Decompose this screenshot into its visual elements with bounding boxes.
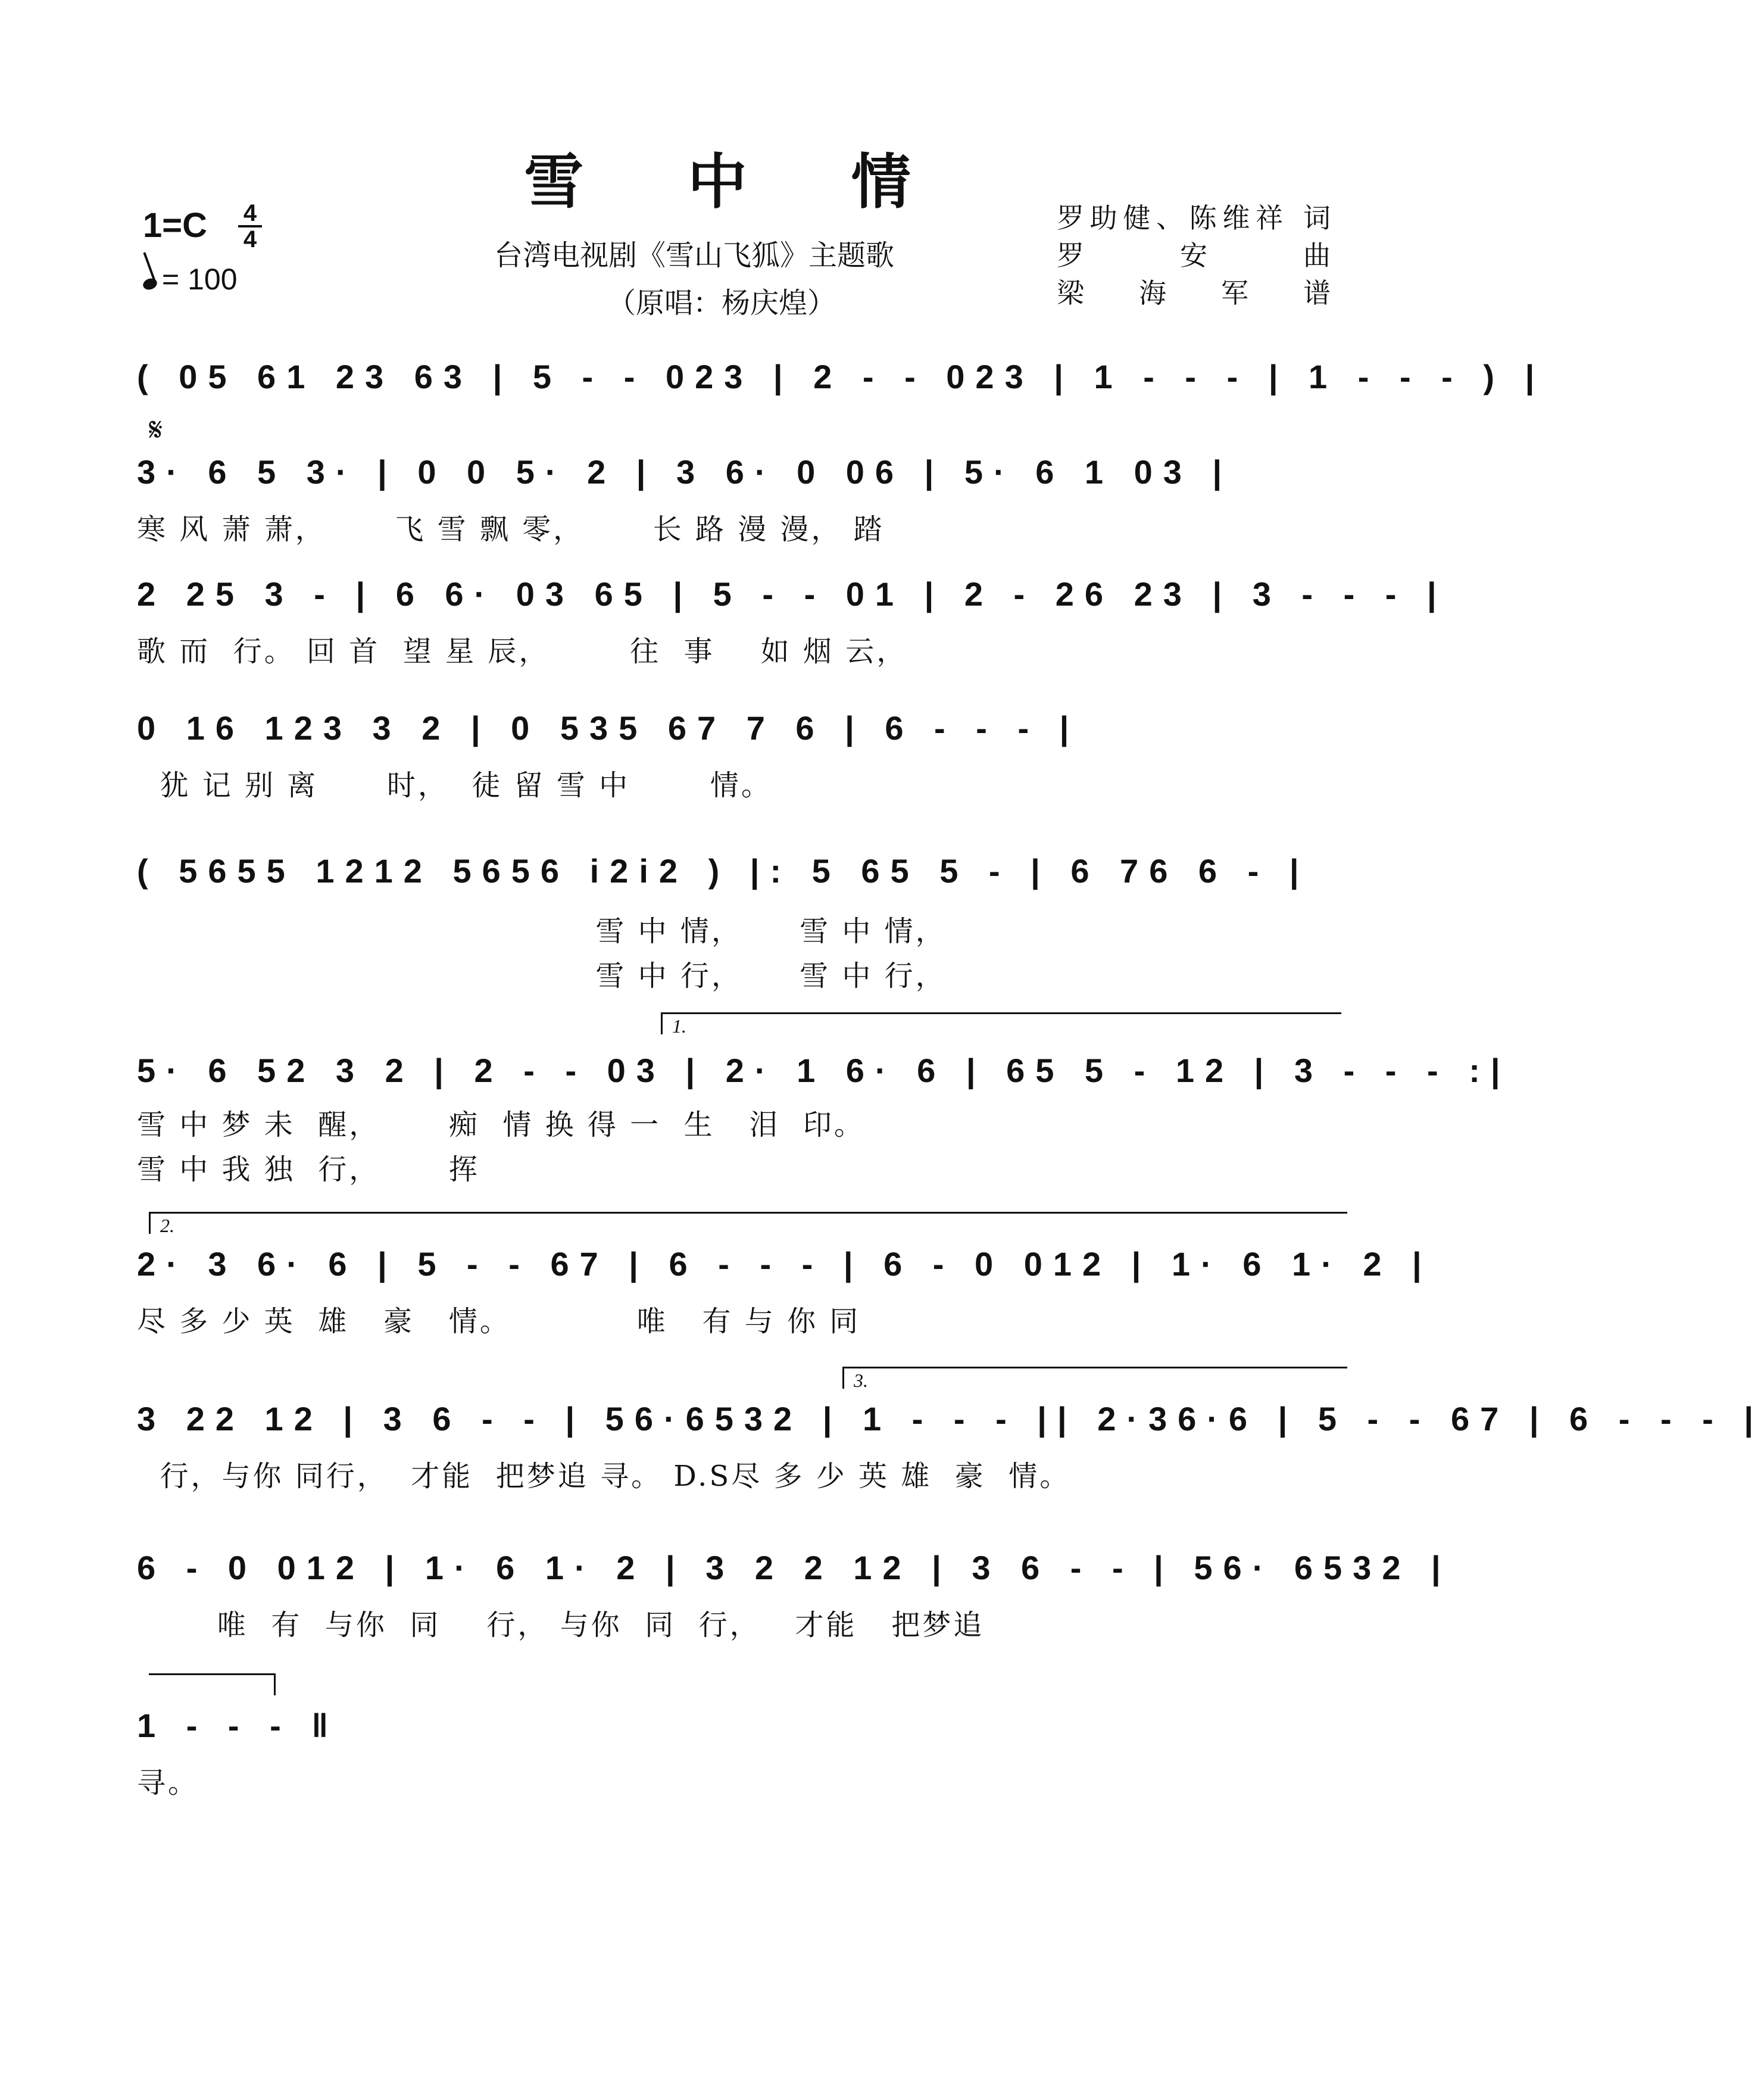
tempo-marking [143,262,238,297]
volta-1-bracket [661,1012,1341,1037]
song-title: 雪 中 情 [524,146,953,217]
lyric-line-6a: 雪 中 梦 未 醒， 痴 情 换 得 一 生 泪 印。 [137,1108,865,1142]
score-line-7: 2· 3 6· 6 | 5 - - 67 | 6 - - - | 6 - 0 012 | 1· 6 1· 2 | [137,1245,1432,1283]
quarter-note-icon [142,276,159,291]
key-signature: 1=C [143,206,208,245]
lyric-line-2: 寒 风 萧 萧， 飞 雪 飘 零， 长 路 漫 漫， 踏 [137,513,885,546]
subtitle: 台湾电视剧《雪山飞狐》主题歌 [494,239,895,272]
score-line-3: 2 25 3 - | 6 6· 03 65 | 5 - - 01 | 2 - 26 23 | 3 - - - | [137,575,1447,613]
lyric-line-6b: 雪 中 我 独 行， 挥 [137,1153,480,1186]
lyric-line-9: 唯 有 与你 同 行， 与你 同 行， 才能 把梦追 [137,1608,985,1642]
score-line-10: 1 - - - ‖ [137,1707,339,1744]
lyric-line-5b: 雪 中 行， 雪 中 行， [137,959,947,993]
composer-credit: 罗 安 曲 [1057,239,1331,272]
volta-2-bracket [149,1212,1347,1234]
lyric-line-8: 行，与你 同行， 才能 把梦追 寻。 D.S尽 多 少 英 雄 豪 情。 [137,1460,1071,1493]
lyric-line-5a: 雪 中 情， 雪 中 情， [137,915,947,948]
lyric-line-10: 寻。 [137,1766,199,1800]
lyric-line-3: 歌 而 行。 回 首 望 星 辰， 往 事 如 烟 云， [137,635,908,668]
score-line-9: 6 - 0 012 | 1· 6 1· 2 | 3 2 2 12 | 3 6 - - | 56· 6532 | [137,1549,1451,1586]
time-signature-top: 4 [243,200,257,226]
lyricist-credit: 罗助健、陈维祥 词 [1057,202,1331,234]
original-singer: （原唱：杨庆煌） [607,286,836,320]
volta-1-label: 1. [672,1015,686,1037]
score-line-5: ( 5655 1212 5656 i2i2 ) |: 5 65 5 - | 6 76 6 - | [137,852,1310,890]
tempo-value: = 100 [162,263,238,296]
segno-sign: 𝄋 [149,411,163,448]
score-line-2: 3· 6 5 3· | 0 0 5· 2 | 3 6· 0 06 | 5· 6 1 03 | [137,453,1233,491]
score-line-4: 0 16 123 3 2 | 0 535 67 7 6 | 6 - - - | [137,709,1080,747]
lyric-line-4: 犹 记 别 离 时， 徒 留 雪 中 情。 [137,769,772,802]
score-line-8: 3 22 12 | 3 6 - - | 56·6532 | 1 - - - || 2·36·6 | 5 - - 67 | 6 - - - | [137,1400,1764,1438]
volta-2-label: 2. [160,1215,174,1236]
volta-3-bracket [842,1367,1347,1389]
score-line-6: 5· 6 52 3 2 | 2 - - 03 | 2· 1 6· 6 | 65 5 - 12 | 3 - - - :| [137,1052,1511,1089]
volta-3-label: 3. [854,1370,868,1391]
transcriber-credit: 梁 海 军 谱 [1057,277,1331,309]
time-signature-bottom: 4 [243,226,257,252]
tie-continuation-bracket [149,1673,276,1695]
score-line-1: ( 05 61 23 63 | 5 - - 023 | 2 - - 023 | 1 - - - | 1 - - - ) | [137,358,1546,395]
lyric-line-7: 尽 多 少 英 雄 豪 情。 唯 有 与 你 同 [137,1305,861,1338]
time-signature [238,202,262,250]
